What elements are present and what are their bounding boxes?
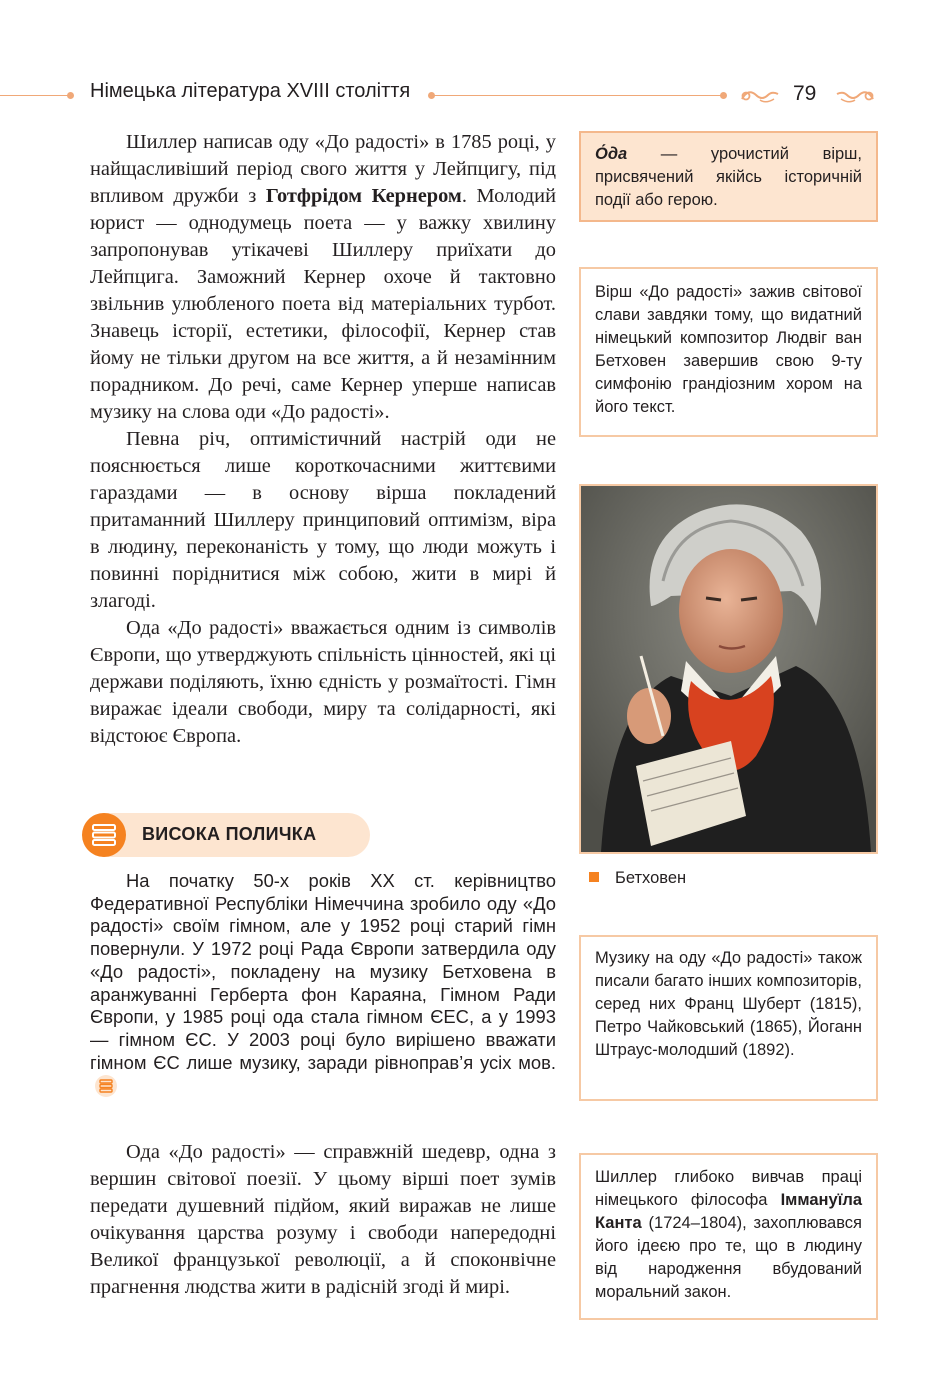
paragraph-text: На початку 50-х років XX ст. керівництво Федеративної Республіки Німеччина зробило оду «До радості» своїм гімном, але у 1952 році старий гімн повернули. У 1972 році Рада Європи затвердила оду «До радості», покладену на музику Бетховена в аранжуванні Герберта фон Караяна, Гімном Ради Європи, у 1985 році ода стала гімном ЄЕС, а у 1993 — гімном ЄС. У 2003 році було вирішено вважати гімном ЄС лише музику, заради рівноправ’я усіх мов. — [90, 870, 556, 1073]
note-text: Музику на оду «До радості» також писали багато інших композиторів, серед них Франц Шуберт (1815), Петро Чайковський (1865), Йоганн Штраус-молодший (1892). — [595, 949, 862, 1059]
beethoven-portrait — [579, 484, 878, 854]
note-text-part: Шиллер глибоко вивчав праці німецького філософа — [595, 1168, 862, 1209]
main-text-bottom — [90, 1139, 556, 1301]
paragraph: Певна річ, оптимістичний настрій оди не пояснюється лише короткочасними життєвими гараздами — в основу вірша покладений притаманний Шиллеру принциповий оптимізм, віра в людину, переконаність у тому, що люди можуть і повинні поріднитися між собою, жити в мирі й злагоді. — [90, 428, 556, 612]
header-rule-dot — [67, 92, 74, 99]
caption-text: Бетховен — [615, 869, 687, 887]
bookshelf-icon — [82, 813, 126, 857]
caption-square-icon — [589, 872, 599, 882]
photo-caption — [589, 869, 686, 888]
header-rule-left — [0, 95, 72, 96]
bookshelf-end-icon — [94, 1074, 118, 1098]
paragraph: Ода «До радості» вважається одним із символів Європи, що утверджують спільність цінностей, які ці держави поділяють, їхню єдність у розмаїтості. Гімн виражає ідеали свободи, миру та солідарності, які відстоює Європа. — [90, 617, 556, 747]
section-title: ВИСОКА ПОЛИЧКА — [142, 824, 317, 844]
bold-name: Готфрідом Кернером — [265, 185, 462, 207]
paragraph — [90, 129, 556, 426]
high-shelf-text — [90, 870, 556, 1098]
ornament-left-icon — [738, 84, 782, 106]
header-rule-dot — [720, 92, 727, 99]
definition — [595, 143, 862, 212]
note-text: Вірш «До радості» зажив світової слави завдяки тому, що видатний німецький композитор Людвіг ван Бетховен завершив свою 9-ту симфонію грандіозним хором на його текст. — [595, 283, 862, 416]
paragraph: Ода «До радості» — справжній шедевр, одна з вершин світової поезії. У цьому вірші поет зумів передати душевний підйом, який виражав не лише очікування царства розуму і свободи напередодні Великої французької революції, а й споконвічне прагнення людства жити в радісній згоді й мирі. — [90, 1141, 556, 1298]
header-rule-middle — [432, 95, 722, 96]
note-box-beethoven-symphony — [579, 267, 878, 437]
page-number: 79 — [793, 82, 817, 105]
definition-term: О́да — [595, 145, 628, 163]
main-text-top — [90, 129, 556, 750]
paragraph-text: Шиллер написав оду «До радості» в 1785 році, у найщасливіший період свого життя у Лейпцигу, під впливом дружби з — [90, 131, 556, 207]
note-box-kant — [579, 1153, 878, 1320]
note-box-composers — [579, 935, 878, 1101]
bold-name: Іммануїла Канта — [595, 1191, 862, 1232]
ornament-right-icon — [833, 84, 877, 106]
definition-box — [579, 131, 878, 222]
note-text-part: (1724–1804), захоплювався його ідеєю про те, що в людину від народження вбудований моральний закон. — [595, 1214, 862, 1301]
paragraph-text: . Молодий юрист — однодумець поета — у важку хвилину запропонував утікачеві Шиллеру приїхати до Лейпцига. Заможний Кернер охоче й тактовно звільнив улюбленого поета від матеріальних турбот. Знавець історії, естетики, філософії, Кернер став йому не тільки другом на все життя, а й незамінним порадником. До речі, саме Кернер уперше написав музику на слова оди «До радості». — [90, 185, 556, 423]
note-text — [595, 1166, 862, 1304]
section-header-high-shelf — [82, 813, 370, 857]
paragraph — [90, 870, 556, 1098]
portrait-image — [581, 486, 876, 852]
running-head: Німецька література XVIII століття — [90, 80, 411, 102]
definition-text: — урочистий вірш, присвячений якійсь історичній події або герою. — [595, 145, 862, 209]
